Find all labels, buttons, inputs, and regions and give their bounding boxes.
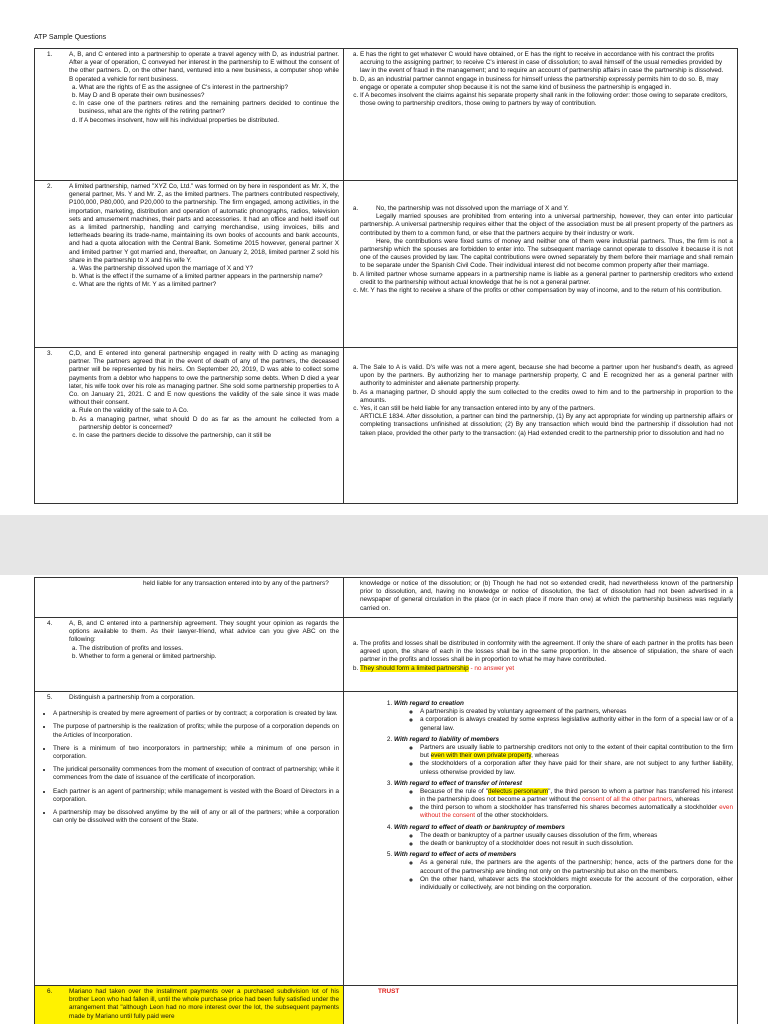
sub-question: b. What is the effect if the surname of a limited partner appears in the partnership name? — [79, 273, 339, 281]
answer-item: b. A limited partner whose surname appears in a partnership name is liable as a general partner to partnership creditors who extend credit to the partnership without actual knowledge that he is not a general partner. — [360, 271, 733, 287]
question-text-3: 3. C,D, and E entered into general partnership engaged in realty with D acting as managing partner. The partners agreed that in the event of death of any of the partners, the deceased partner will be represented by his heirs. On September 20, 2019, D was able to collect some payments from a debtor who happens to owe the partnership some debts. When D died a year later, his wife took over his role as managing partner. She sold some partnership properties to A Co. on January 21, 2021. C and E now questions the validity of the sale since it was made without their consent. — [47, 350, 339, 407]
sub-question: b. May D and B operate their own businesses? — [79, 92, 339, 100]
question-cell-1 — [35, 49, 344, 181]
answer-item: a. E has the right to get whatever C would have obtained, or E has the right to receive in accordance with his contract the profits accruing to the assigning partner; to receive C's interest in case of dissolution; to avail himself of the usual remedies provided by law in the event of fraud in the management; and to require an account of partnership affairs in case the partnership is dissolved. — [360, 51, 733, 76]
bullet-item: • Each partner is an agent of partnership; while management is vested with the Board of Directors in a corporation. — [53, 788, 339, 804]
distinction-group-heading: With regard to liability of members — [394, 735, 500, 743]
answer-cell-5 — [344, 692, 738, 986]
qa-table-page-2 — [34, 577, 738, 1024]
bullet-item: • The juridical personality commences from the moment of execution of contract of partnership; while it commences from the date of issuance of the certificate of incorporation. — [53, 766, 339, 782]
question-text-6: 6. Mariano had taken over the installment payments over a purchased subdivision lot of his brother Leon who had fallen ill, until the whole purchase price had been fully satisfied under the arrangement that "although Leon had no more interest over the lot, the subsequent payments made by Mariano until fully paid were — [47, 988, 339, 1020]
question-row-4 — [35, 618, 738, 692]
qa-table-page-1 — [34, 48, 738, 504]
sub-question: a. Was the partnership dissolved upon the marriage of X and Y? — [79, 265, 339, 273]
distinction-groups — [348, 700, 733, 892]
bullet-item: • A partnership is created by mere agreement of parties or by contract; a corporation is created by law. — [53, 710, 339, 718]
distinction-item: ◦ On the other hand, whatever acts the stockholders might execute for the account of the corporation, either individually or collectively, are not binding on the corporation. — [420, 876, 733, 892]
question-cell-3 — [35, 348, 344, 504]
answer-cell-4 — [344, 618, 738, 692]
distinction-group — [394, 736, 733, 777]
distinction-group-heading: With regard to effect of transfer of interest — [394, 779, 523, 787]
document-header: ATP Sample Questions — [34, 34, 107, 41]
answer-cell-1 — [344, 49, 738, 181]
bullet-item: • A partnership may be dissolved anytime by the will of any or all of the partners; while a corporation can only be dissolved with the consent of the State. — [53, 809, 339, 825]
distinction-group — [394, 851, 733, 892]
distinction-group-items — [394, 788, 733, 821]
question-cell-6 — [35, 986, 344, 1024]
distinction-item: ◦ the third person to whom a stockholder has transferred his shares becomes automatically a stockholder even without the consent of the other stockholders. — [420, 804, 733, 820]
question-row-1 — [35, 49, 738, 181]
question-text-5: 5. Distinguish a partnership from a corporation. — [47, 694, 195, 701]
distinction-group-items — [394, 859, 733, 892]
question-cell-4 — [35, 618, 344, 692]
answer-list-1 — [348, 51, 733, 108]
question-cell-3-continued: held liable for any transaction entered into by any of the partners? — [35, 578, 344, 618]
question-cell-5 — [35, 692, 344, 986]
bullet-item: • There is a minimum of two incorporators in partnership; while a minimum of one person in corporation. — [53, 745, 339, 761]
sub-question-list-1 — [39, 84, 339, 125]
answer-cell-3 — [344, 348, 738, 504]
question-row-2 — [35, 181, 738, 348]
answer-list-4 — [348, 640, 733, 673]
distinction-item: ◦ a corporation is always created by some express legislative authority either in the form of a special law or of a general law. — [420, 716, 733, 732]
question-text-4: 4. A, B, and C entered into a partnership agreement. They sought your opinion as regards the options available to them. As their lawyer-friend, what advice can you give ABC on the following: — [47, 620, 339, 644]
distinction-item: ◦ As a general rule, the partners are the agents of the partnership; hence, acts of the partners done for the account of the partnership are binding not only on the partnership but also on the members. — [420, 859, 733, 875]
distinction-group-heading: With regard to effect of acts of members — [394, 851, 517, 859]
question-text-2: 2. A limited partnership, named "XYZ Co, Ltd." was formed on by here in respondent as Mr. X, the general partner, Ms. Y and Mr. Z, as the limited partners. The partners contributed respectively, P100,000, P80,000, and P20,000 to the partnership. The firm engaged, among activities, in the importation, marketing, distribution and operation of automatic phonographs, radios, television sets and amusement machines, their parts and accessories. It had an office and held itself out as a limited partnership, handling and carrying merchandise, using invoices, bills and letterheads bearing its trade-name, maintaining its own books of accounts and bank accounts, and had a quota allocation with the Central Bank. Sometime 2015 however, general partner X and limited partner Y got married and, thereafter, on January 2, 2018, limited partner Z sold his share in the partnership to X and his wife Y. — [47, 183, 339, 264]
question-text-1: 1. A, B, and C entered into a partnership to operate a travel agency with D, as industrial partner. After a year of operation, C conveyed her interest in the partnership to E without the consent of the other partners. D, on the other hand, ventured into a new business, a computer shop while B operated a vehicle for rent business. — [47, 51, 339, 83]
answer-item: a. The profits and losses shall be distributed in conformity with the agreement. If only the share of each partner in the profits has been agreed upon, the share of each in the losses shall be in the same proportion. In the absence of stipulation, the share of each partner in the profits and losses shall be in proportion to what he may have contributed. — [360, 640, 733, 665]
sub-question: c. What are the rights of Mr. Y as a limited partner? — [79, 281, 339, 289]
page-gap — [0, 515, 768, 575]
answer-item: a. No, the partnership was not dissolved upon the marriage of X and Y. Legally married spouses are prohibited from entering into a universal partnership, however, they can enter into particular partnership. A universal partnership requires either that the object of the association must be all present property of the partners as contributed by them to a common fund, or else that the partners acquire by their industry or work. Here, the contributions were fixed sums of money and neither one of them were industrial partners. Thus, the firm is not a partnership which the spouses are forbidden to enter into. The subsequent marriage cannot operate to dissolve it because it is not one of the causes provided by law. The capital contributions were owned separately by them before their marriage and shall remain to be separate under the Spanish Civil Code. Their individual interest did not become common property after their marriage. — [360, 205, 733, 271]
distinction-group-heading: With regard to effect of death or bankruptcy of members — [394, 823, 565, 831]
answer-item: b. As a managing partner, D should apply the sum collected to the credits owed to him and to the partnership in proportion to the amounts. — [360, 389, 733, 405]
distinction-group-heading: With regard to creation — [394, 700, 464, 707]
bullet-item: • The purpose of partnership is the realization of profits; while the purpose of a corporation depends on the Articles of Incorporation. — [53, 723, 339, 739]
sub-question: a. Rule on the validity of the sale to A Co. — [79, 407, 339, 415]
sub-question-list-4 — [39, 645, 339, 661]
sub-question: b. As a managing partner, what should D do as far as the amount he collected from a partnership debtor is concerned? — [79, 416, 339, 432]
distinction-item: ◦ Partners are usually liable to partnership creditors not only to the extent of their capital contribution to the firm but even with their own private property, whereas — [420, 744, 733, 760]
page-2 — [0, 575, 768, 1024]
sub-question: b. Whether to form a general or limited partnership. — [79, 653, 339, 661]
distinction-group — [394, 780, 733, 821]
answer-cell-6 — [344, 986, 738, 1024]
answer-item: b. D, as an industrial partner cannot engage in business for himself unless the partnership expressly permits him to do so. B, may engage or operate a computer shop because it is not the same kind of business the partnership is engaged in. — [360, 76, 733, 92]
question-row-5 — [35, 692, 738, 986]
question-row-3 — [35, 348, 738, 504]
answer-cell-2 — [344, 181, 738, 348]
distinction-group-items — [394, 744, 733, 777]
sub-question: c. In case the partners decide to dissolve the partnership, can it still be — [79, 432, 339, 440]
question-cell-2 — [35, 181, 344, 348]
answer-label-trust: TRUST — [378, 988, 400, 995]
sub-question-list-2 — [39, 265, 339, 290]
answer-item: a. The Sale to A is valid. D's wife was not a mere agent, because she had become a partner upon her husband's death, as agreed upon by the partners. By authorizing her to manage partnership property, C and E recognized her as a general partner with authority to administer and alienate partnership property. — [360, 364, 733, 389]
sub-question: a. The distribution of profits and losses. — [79, 645, 339, 653]
answer-item: c. Yes, it can still be held liable for any transaction entered into by any of the partners. ARTICLE 1834. After dissolution, a partner can bind the partnership, (1) By any act appropriate for winding up partnership affairs or completing transactions unfinished at dissolution; (2) By any transaction which would bind the partnership if dissolution had not taken place, provided the other party to the transaction: (a) Had extended credit to the partnership prior to dissolution and had no — [360, 405, 733, 438]
distinction-group-items — [394, 832, 733, 848]
distinction-group — [394, 824, 733, 849]
answer-list-3 — [348, 364, 733, 438]
answer-list-2 — [348, 205, 733, 295]
question-row-6 — [35, 986, 738, 1024]
distinction-item: ◦ the stockholders of a corporation after they have paid for their share, are not subject to any further liability, unless otherwise provided by law. — [420, 760, 733, 776]
sub-question: d. If A becomes insolvent, how will his individual properties be distributed. — [79, 117, 339, 125]
distinction-item: ◦ A partnership is created by voluntary agreement of the partners, whereas — [420, 708, 733, 716]
answer-item: c. Mr. Y has the right to receive a share of the profits or other compensation by way of income, and to the return of his contribution. — [360, 287, 733, 295]
distinction-item: ◦ the death or bankruptcy of a stockholder does not result in such dissolution. — [420, 840, 733, 848]
distinction-group — [394, 700, 733, 733]
answer-item: b. They should form a limited partnership - no answer yet — [360, 665, 733, 673]
answer-item: c. If A becomes insolvent the claims against his separate property shall rank in the following order: those owing to separate creditors, those owing to partnership creditors, those owing to partners by way of contribution. — [360, 92, 733, 108]
distinction-group-items — [394, 708, 733, 733]
sub-question-list-3 — [39, 407, 339, 440]
sub-question: a. What are the rights of E as the assignee of C's interest in the partnership? — [79, 84, 339, 92]
article-1834-text: ARTICLE 1834. After dissolution, a partner can bind the partnership, (1) By any act appropriate for winding up partnership affairs or completing transactions unfinished at dissolution; (2) By any transaction which would bind the partnership if dissolution had not taken place, provided the other party to the transaction: (a) Had extended credit to the partnership prior to dissolution and had no — [360, 413, 733, 437]
sub-question: c. In case one of the partners retires and the remaining partners decided to continue the business, what are the rights of the retiring partner? — [79, 100, 339, 116]
distinction-bullets — [39, 710, 339, 825]
distinction-item: ◦ Because of the rule of "delectus personarum", the third person to whom a partner has transferred his interest in the partnership does not become a partner without the consent of all the other partners, whereas — [420, 788, 733, 804]
distinction-item: ◦ The death or bankruptcy of a partner usually causes dissolution of the firm, whereas — [420, 832, 733, 840]
answer-cell-3-continued: knowledge or notice of the dissolution; or (b) Though he had not so extended credit, had nevertheless known of the partnership prior to dissolution, and, having no knowledge or notice of dissolution, the fact of dissolution had not been advertised in a newspaper of general circulation in the place (or in each place if more than one) at which the partnership business was regularly carried on. — [344, 578, 738, 618]
question-row-3-continued — [35, 578, 738, 618]
